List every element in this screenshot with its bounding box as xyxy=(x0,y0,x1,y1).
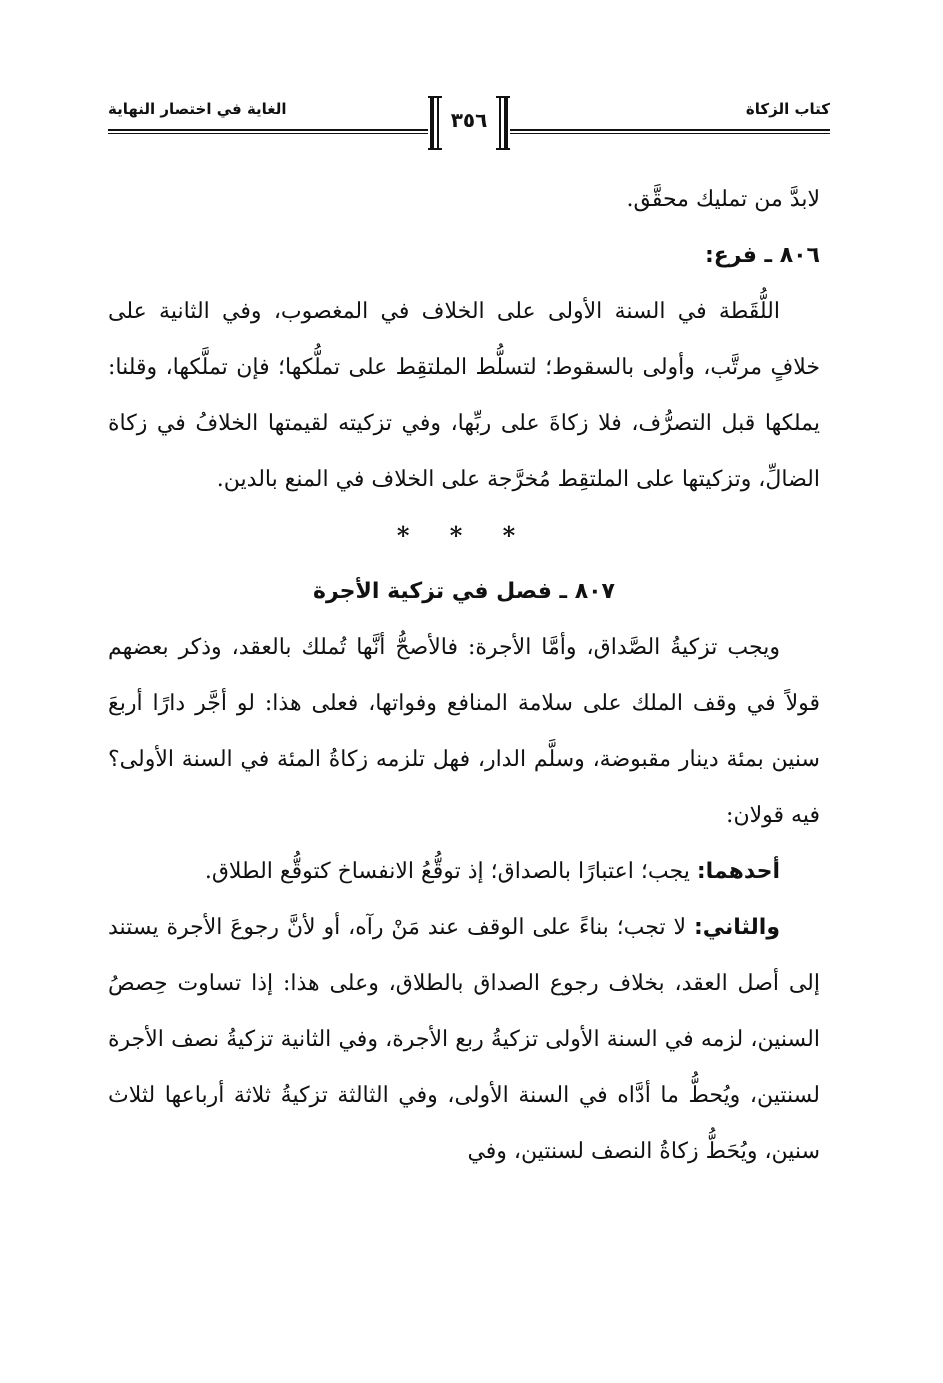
chapter-title: كتاب الزكاة xyxy=(745,100,830,118)
branch-paragraph: اللُّقَطة في السنة الأولى على الخلاف في المغصوب، وفي الثانية على خلافٍ مرتَّب، وأولى بالسقوط؛ لتسلُّط الملتقِط على تملُّكها؛ فإن تملَّكها، وقلنا: يملكها قبل التصرُّف، فلا زكاةَ على ربِّها، وفي تزكيته لقيمتها الخلافُ في زكاة الضالِّ، وتزكيتها على الملتقِط مُخرَّجة على الخلاف في المنع بالدين. xyxy=(108,299,820,492)
second-opinion-paragraph xyxy=(108,900,820,1180)
page-body xyxy=(108,172,820,1180)
first-opinion-paragraph xyxy=(108,844,820,900)
book-title: الغاية في اختصار النهاية xyxy=(108,100,287,118)
section-intro-paragraph: ويجب تزكيةُ الصَّداق، وأمَّا الأجرة: فالأصحُّ أنَّها تُملك بالعقد، وذكر بعضهم قولاً في وقف الملك على سلامة المنافع وفواتها، فعلى هذا: لو أجَّر دارًا أربعَ سنين بمئة دينار مقبوضة، وسلَّم الدار، فهل تلزمه زكاةُ المئة في السنة الأولى؟ فيه قولان: xyxy=(108,635,820,828)
first-opinion-label: أحدهما: xyxy=(696,859,780,884)
branch-heading: ٨٠٦ ـ فرع: xyxy=(704,243,820,268)
running-header xyxy=(108,96,830,156)
second-opinion-label: والثاني: xyxy=(693,915,780,940)
page-number: ٣٥٦ xyxy=(450,108,488,132)
first-opinion-text: يجب؛ اعتبارًا بالصداق؛ إذ توقُّعُ الانفساخ كتوقُّع الطلاق. xyxy=(204,859,697,884)
page-number-frame xyxy=(428,96,510,150)
section-separator: * * * xyxy=(396,521,532,550)
opening-line: لابدَّ من تمليك محقَّق. xyxy=(626,187,820,212)
second-opinion-text: لا تجب؛ بناءً على الوقف عند مَنْ رآه، أو لأنَّ رجوعَ الأجرة يستند إلى أصل العقد، بخلاف رجوع الصداق بالطلاق، وعلى هذا: إذا تساوت حِصصُ السنين، لزمه في السنة الأولى تزكيةُ ربع الأجرة، وفي الثانية تزكيةُ نصف الأجرة لسنتين، ويُحطُّ ما أدَّاه في السنة الأولى، وفي الثالثة تزكيةُ ثلاثة أرباعها لثلاث سنين، ويُحَطُّ زكاةُ النصف لسنتين، وفي xyxy=(108,915,820,1164)
section-title: ٨٠٧ ـ فصل في تزكية الأجرة xyxy=(312,579,615,604)
